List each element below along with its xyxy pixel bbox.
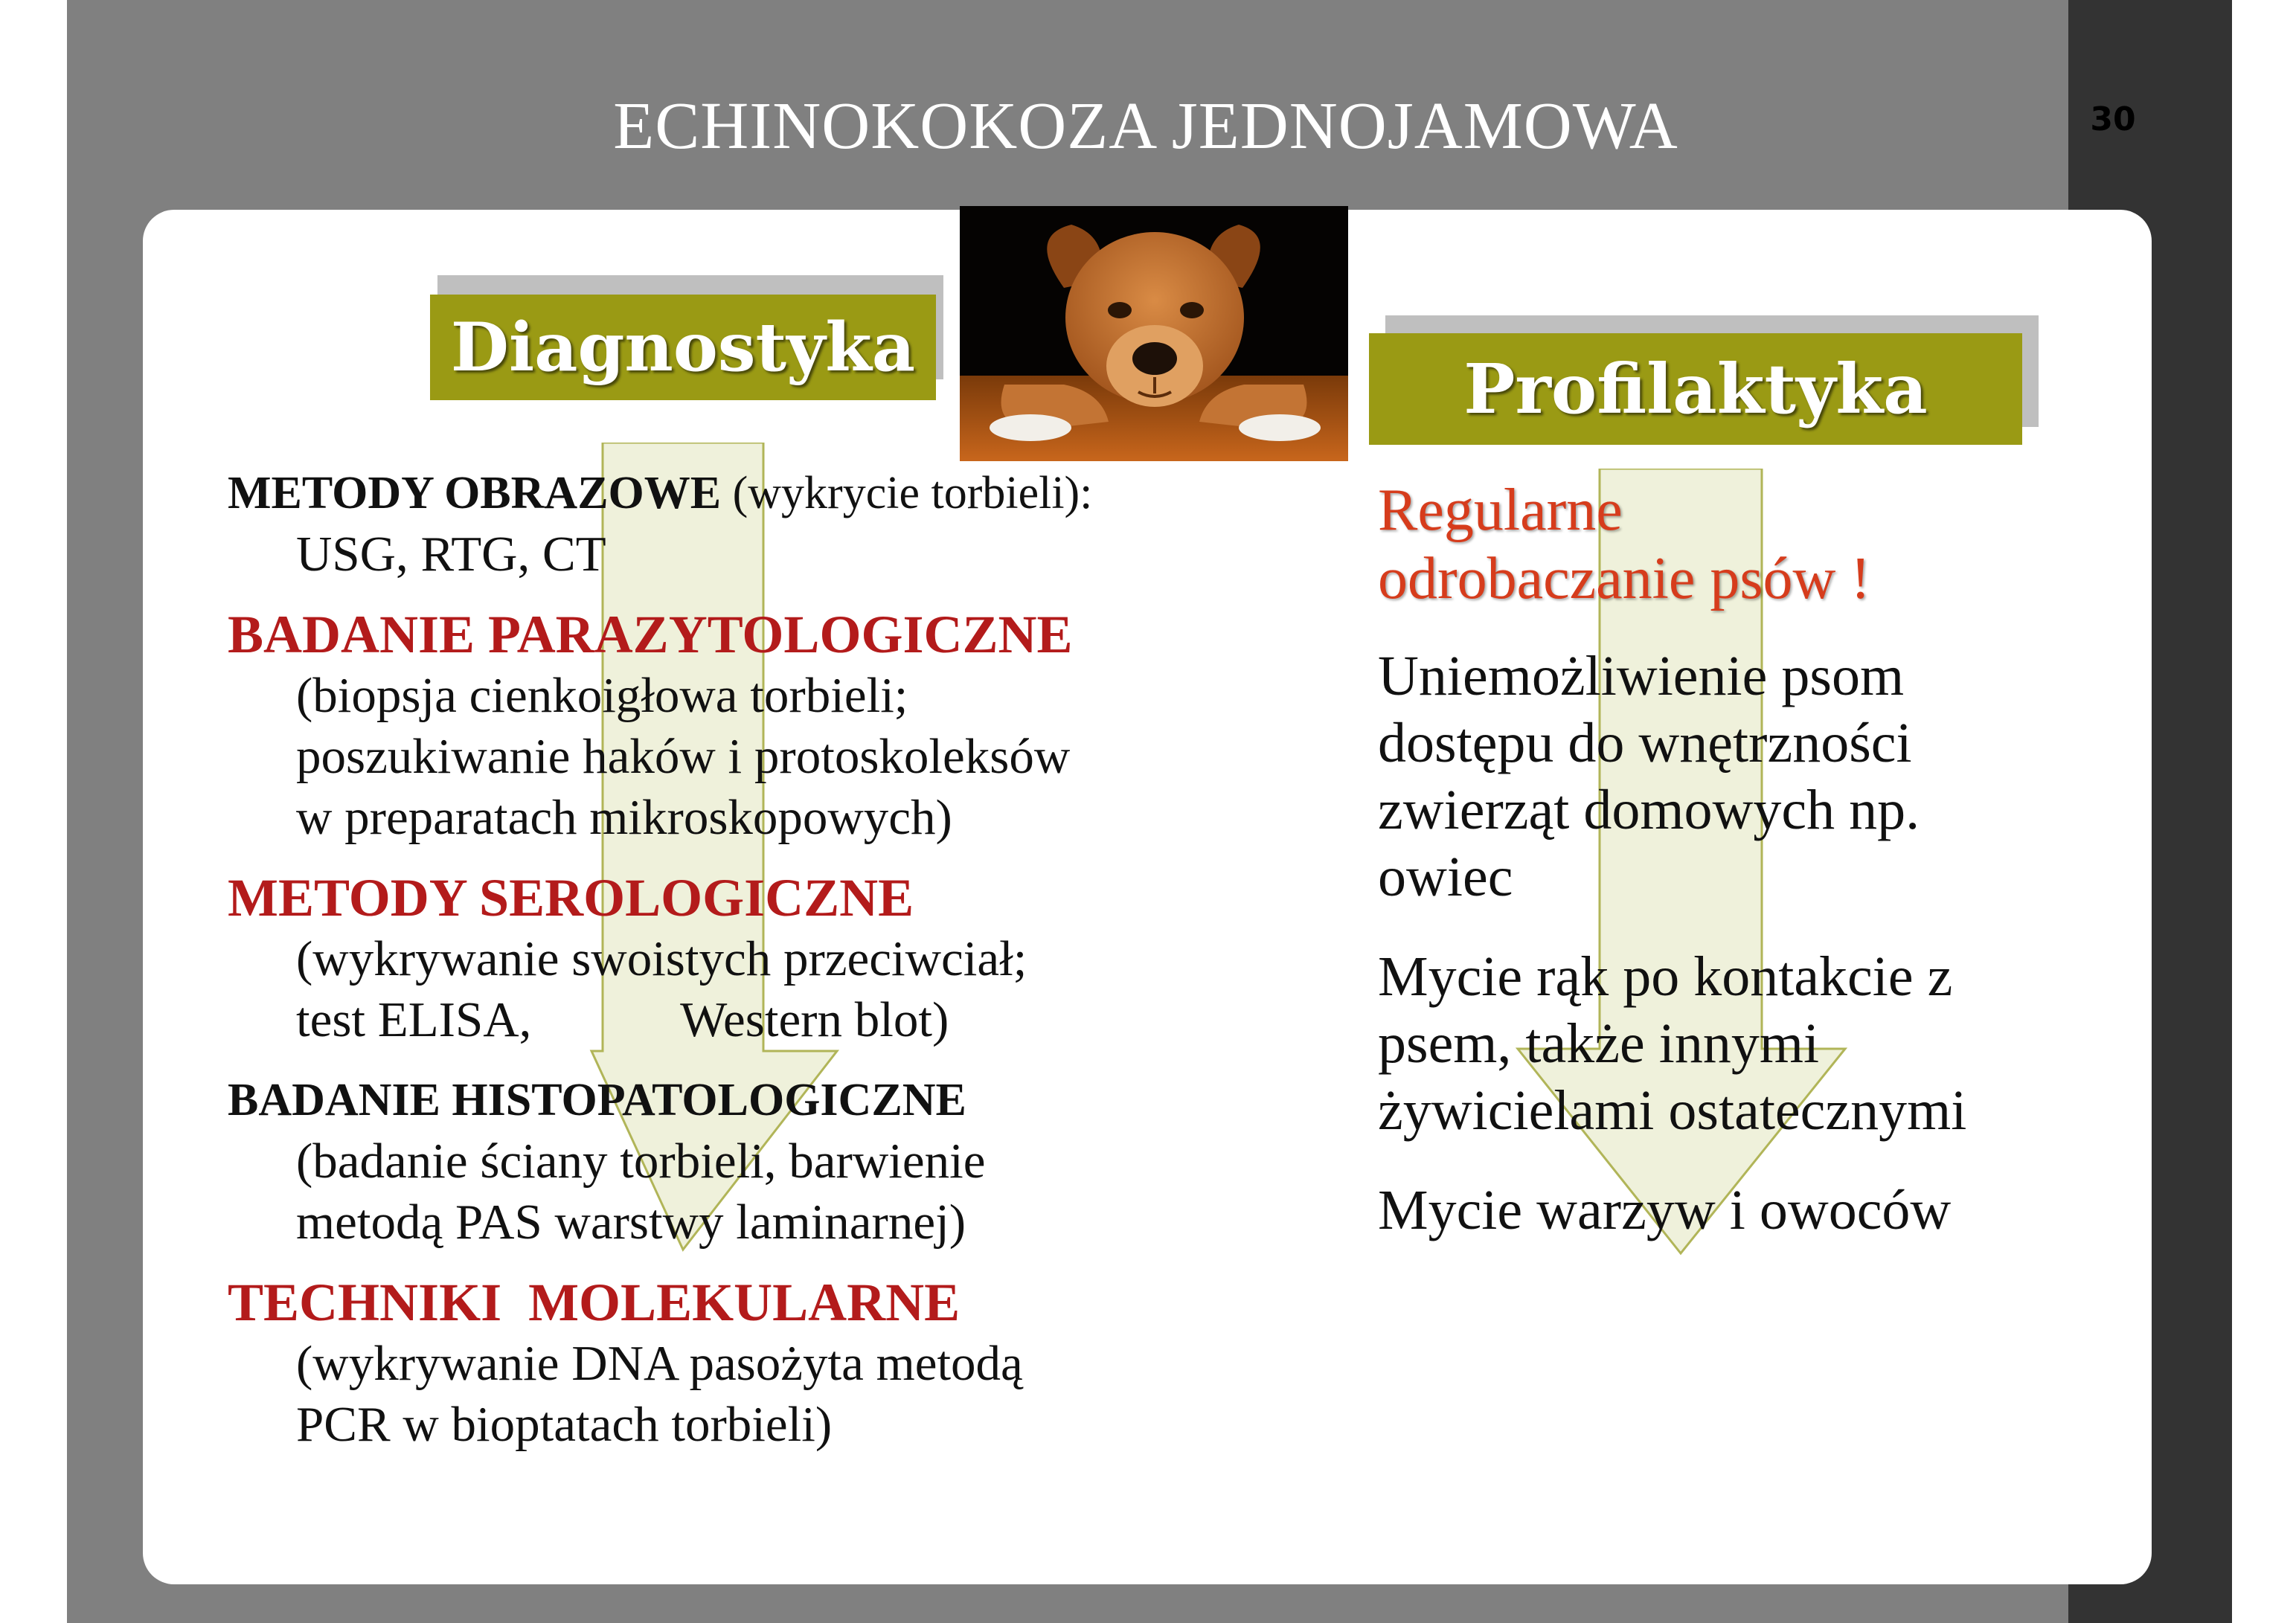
paragraph-line: owiec (1378, 846, 1513, 908)
lead-line: Regularne (1378, 478, 1623, 543)
slide-title: ECHINOKOKOZA JEDNOJAMOWA (613, 89, 1678, 163)
diagnostics-block-histopathology (228, 1070, 1344, 1253)
block-line: test ELISA, Western blot) (296, 992, 949, 1047)
block-line: w preparatach mikroskopowych) (296, 790, 952, 845)
diagnostics-header (430, 275, 951, 402)
diagnostics-block-serology (228, 867, 1344, 1050)
diagnostics-block-molecular (228, 1272, 1344, 1455)
paragraph-line: Mycie rąk po kontakcie z (1378, 945, 1953, 1008)
block-line: (wykrywanie swoistych przeciwciał; (296, 931, 1027, 986)
block-line: (biopsja cienkoigłowa torbieli; (296, 668, 908, 723)
block-line: metodą PAS warstwy laminarnej) (296, 1195, 966, 1250)
block-line: PCR w bioptatach torbieli) (296, 1397, 833, 1452)
prophylaxis-header-label: Profilaktyka (1369, 333, 2022, 445)
block-heading: METODY SEROLOGICZNE (228, 868, 914, 928)
block-heading: TECHNIKI MOLEKULARNE (228, 1273, 961, 1332)
diagnostics-header-label: Diagnostyka (430, 295, 936, 400)
paragraph-line: dostępu do wnętrzności (1378, 712, 1912, 774)
paragraph-line: zwierząt domowych np. (1378, 779, 1920, 841)
diagnostics-content (228, 463, 1344, 1474)
prophylaxis-content (1378, 476, 2122, 1276)
dog-illustration (960, 206, 1348, 461)
prophylaxis-header (1369, 315, 2039, 449)
dog-photo (960, 206, 1348, 461)
block-heading-suffix: (wykrycie torbieli): (721, 468, 1093, 518)
lead-line: odrobaczanie psów ! (1378, 546, 1870, 611)
block-line: USG, RTG, CT (296, 527, 606, 582)
block-line: poszukiwanie haków i protoskoleksów (296, 729, 1071, 784)
paragraph-line: psem, także innymi (1378, 1012, 1820, 1075)
block-heading: BADANIE HISTOPATOLOGICZNE (228, 1075, 966, 1125)
diagnostics-block-parasitology (228, 604, 1344, 848)
paragraph-line: Mycie warzyw i owoców (1378, 1179, 1952, 1241)
prophylaxis-paragraph (1378, 943, 2122, 1144)
prophylaxis-lead (1378, 476, 2122, 613)
block-heading: METODY OBRAZOWE (228, 468, 722, 518)
diagnostics-block-imaging (228, 463, 1344, 585)
paragraph-line: Uniemożliwienie psom (1378, 645, 1905, 707)
prophylaxis-paragraph (1378, 1177, 2122, 1244)
prophylaxis-paragraph (1378, 643, 2122, 910)
paragraph-line: żywicielami ostatecznymi (1378, 1079, 1967, 1142)
block-line: (badanie ściany torbieli, barwienie (296, 1134, 986, 1189)
page-number: 30 (2090, 100, 2136, 138)
block-line: (wykrywanie DNA pasożyta metodą (296, 1336, 1023, 1391)
block-heading: BADANIE PARAZYTOLOGICZNE (228, 605, 1073, 664)
